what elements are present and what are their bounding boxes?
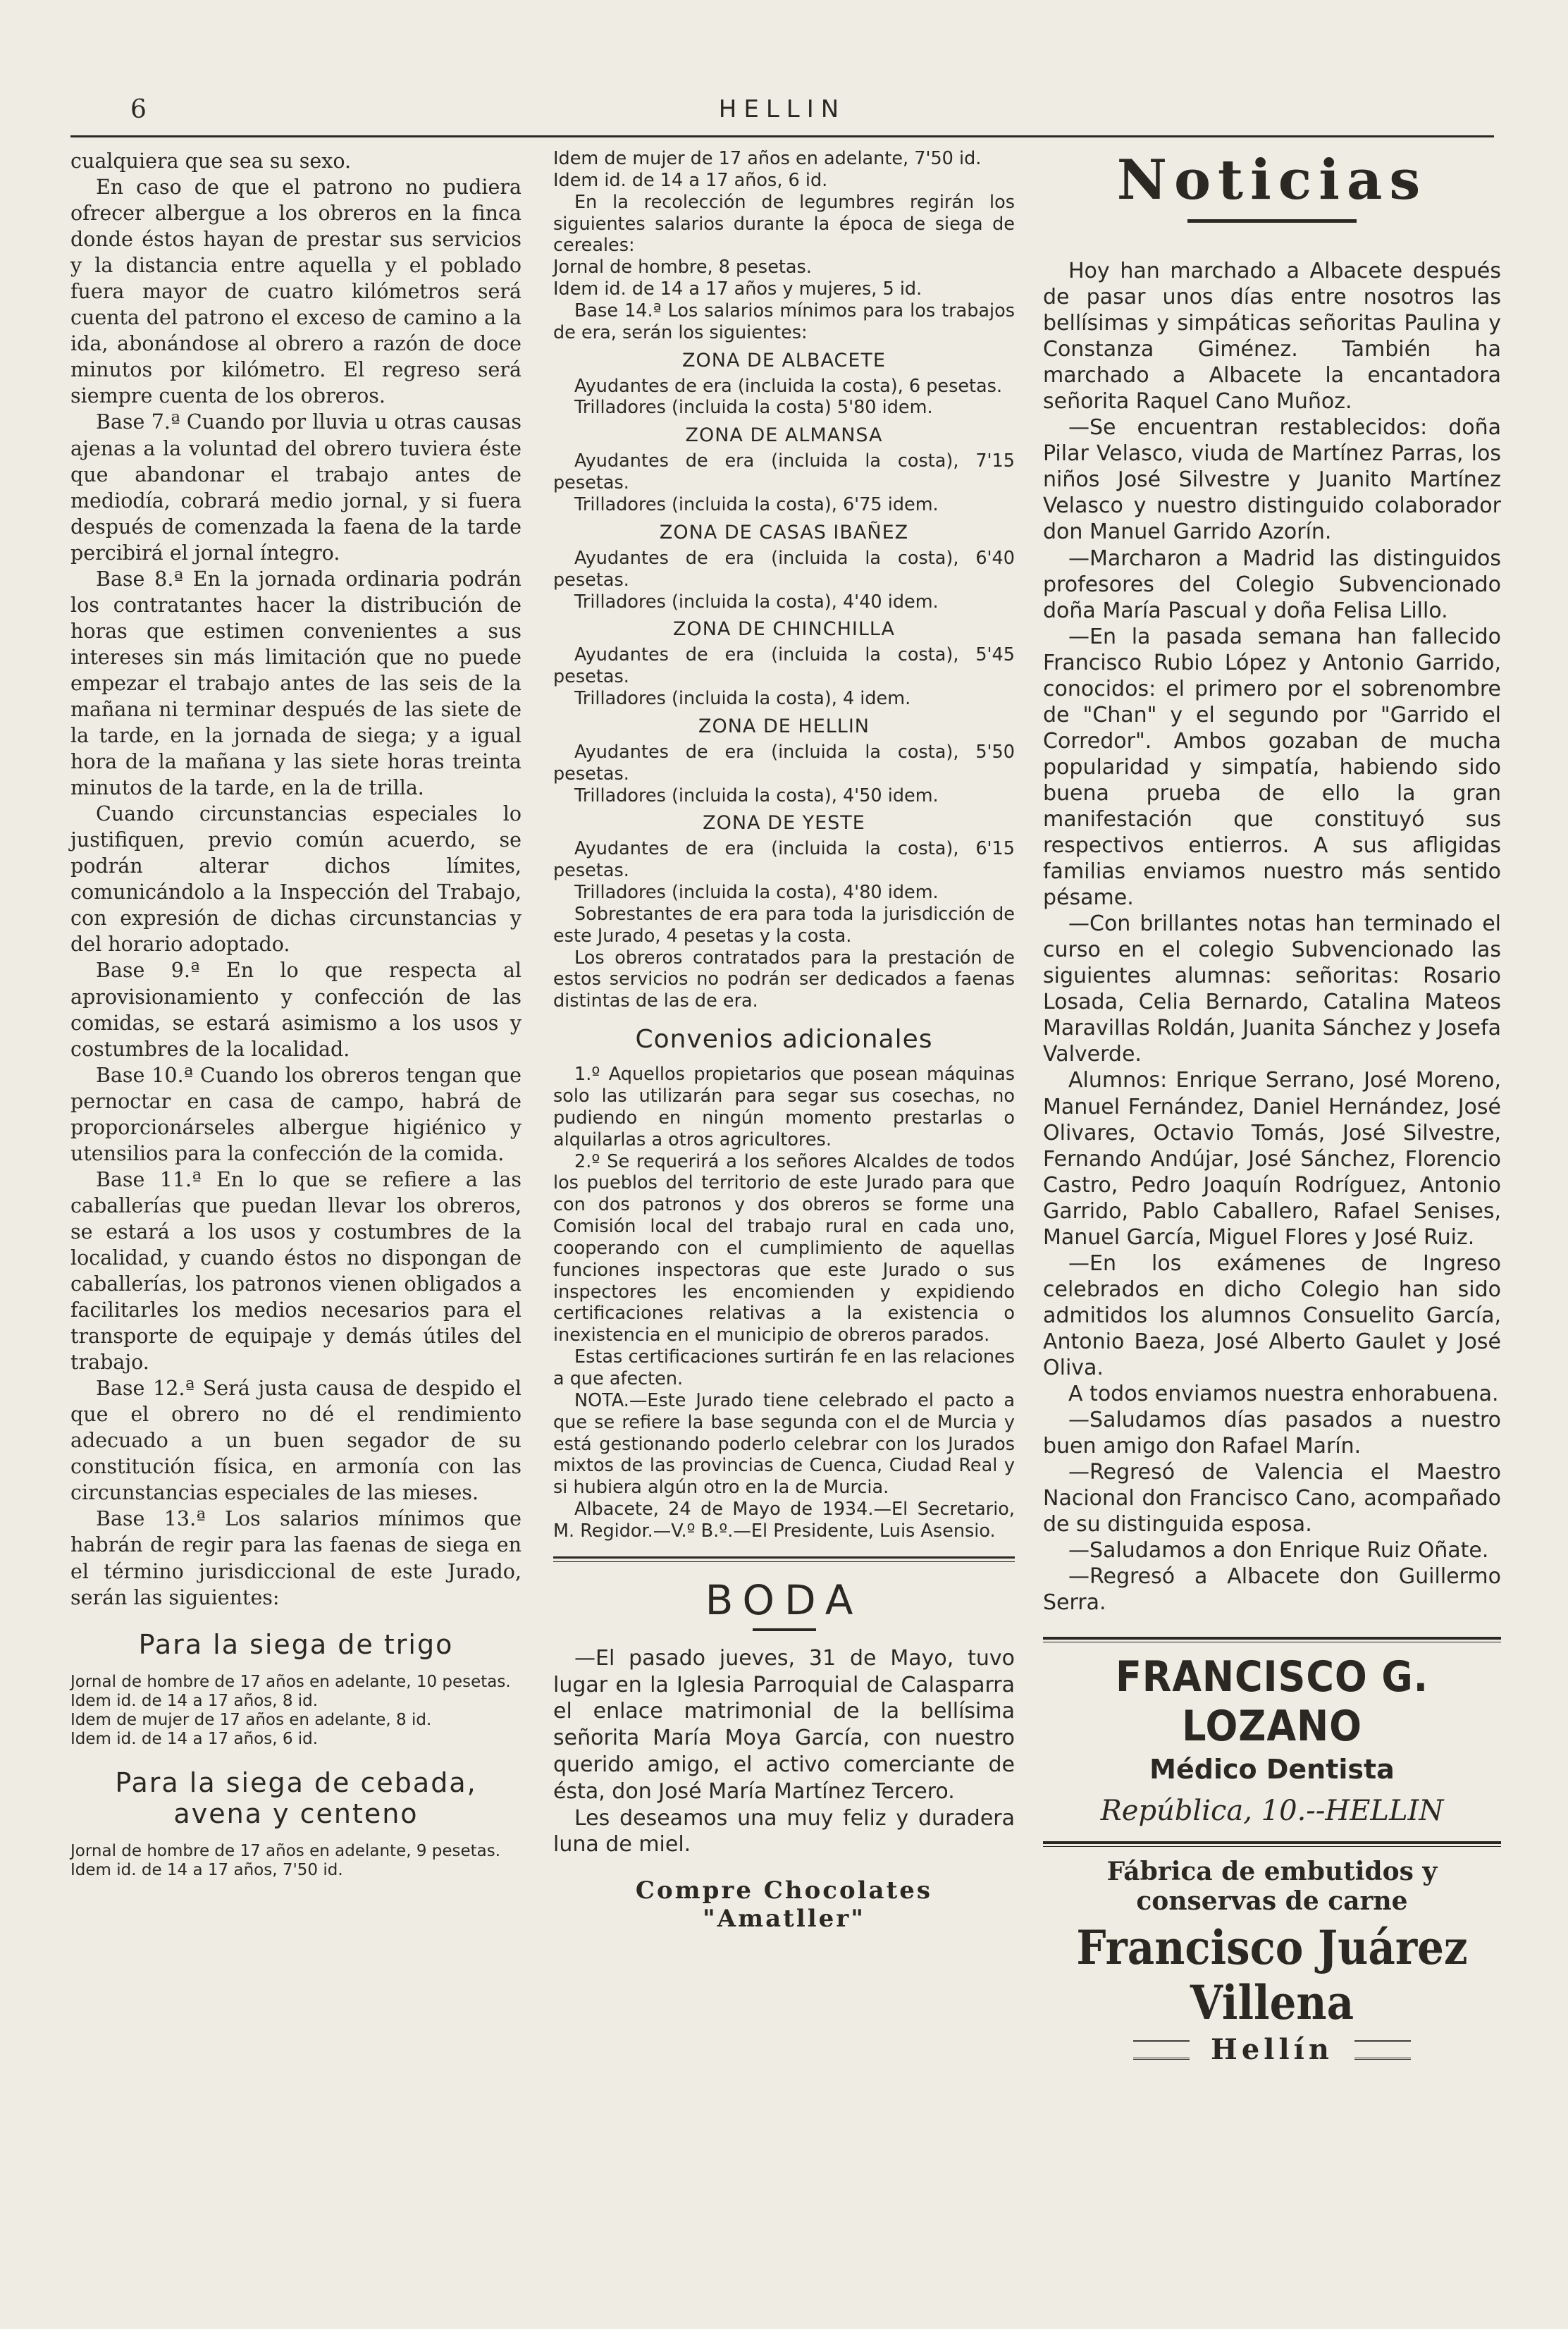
wage-line: Idem id. de 14 a 17 años, 6 id. xyxy=(70,1730,319,1748)
news-item: Alumnos: Enrique Serrano, José Moreno, Manuel Fernández, Daniel Hernández, José Olivares, Octavio Tomás, José Silvestre, Fernando Andújar, José Sánchez, Florencio Castro, Pedro Joaquín Rodríguez, Antonio Garrido, Pablo Caballero, Rafael Senises, Manuel García, Miguel Flores y José Ruiz. xyxy=(1043,1068,1501,1250)
paragraph-base-10: Base 10.ª Cuando los obreros tengan que pernoctar en casa de campo, habrá de proporcionárseles albergue higiénico y utensilios para la confección de la comida. xyxy=(70,1063,521,1165)
paragraph: Sobrestantes de era para toda la jurisdicción de este Jurado, 4 pesetas y la costa. xyxy=(553,903,1015,947)
paragraph: 2.º Se requerirá a los señores Alcaldes de todos los pueblos del territorio de este Jurado para que con dos patronos y dos obreros se forme una Comisión local del trabajo rural en cada uno, cooperando con el cumplimiento de aquellas funciones inspectoras que este Jurado o sus inspectores les encomienden y expidiendo certificaciones relativas a la existencia o inexistencia en el municipio de obreros parados. xyxy=(553,1150,1015,1346)
news-item: —Con brillantes notas han terminado el curso en el colegio Subvencionado las siguientes alumnas: señoritas: Rosario Losada, Celia Bernardo, Catalina Mateos Maravillas Roldán, Juanita Sánchez y Josefa Valverde. xyxy=(1043,911,1501,1067)
wage-line: Jornal de hombre, 8 pesetas. xyxy=(553,257,812,278)
convenios-heading: Convenios adicionales xyxy=(635,1025,933,1055)
news-item: Hoy han marchado a Albacete después de pasar unos días entre nosotros las bellísimas y simpáticas señoritas Paulina y Constanza Giménez. También ha marchado a Albacete la encantadora señorita Raquel Cano Muñoz. xyxy=(1043,259,1501,414)
column-wages-boda xyxy=(553,148,1015,1933)
paragraph: —El pasado jueves, 31 de Mayo, tuvo lugar en la Iglesia Parroquial de Calasparra el enlace matrimonial de la bellísima señorita María Moya García, con nuestro querido amigo, el activo comerciante de ésta, don José María Martínez Tercero. xyxy=(553,1645,1015,1804)
paragraph: Estas certificaciones surtirán fe en las relaciones a que afecten. xyxy=(553,1346,1015,1389)
paragraph-base-12: Base 12.ª Será justa causa de despido el que el obrero no dé el rendimiento adecuado a un buen segador de su constitución física, en armonía con las circunstancias especiales de las mieses. xyxy=(70,1377,521,1505)
news-item: —En los exámenes de Ingreso celebrados en dicho Colegio han sido admitidos los alumnos Consuelito García, Antonio Baeza, José Alberto Gaulet y José Oliva. xyxy=(1043,1250,1501,1380)
paragraph-base-11: Base 11.ª En lo que se refiere a las caballerías que puedan llevar los obreros, se estará a los usos y costumbres de la localidad, y cuando éstos no dispongan de caballerías, los patronos vienen obligados a facilitarles los medios necesarios para el transporte de equipaje y demás útiles del trabajo. xyxy=(70,1167,521,1375)
zone-block xyxy=(553,424,1015,516)
zone-line: Ayudantes de era (incluida la costa), 6'15 pesetas. xyxy=(553,838,1015,882)
paragraph: Les deseamos una muy feliz y duradera luna de miel. xyxy=(553,1805,1015,1857)
page-header xyxy=(70,95,1494,134)
wage-line: Idem id. de 14 a 17 años y mujeres, 5 id. xyxy=(553,278,922,300)
paragraph-base-7: Base 7.ª Cuando por lluvia u otras causas ajenas a la voluntad del obrero tuviera éste que abandonar el trabajo antes de mediodía, cobrará medio jornal, y si fuera después de comenzada la faena de la tarde percibirá el jornal íntegro. xyxy=(70,410,521,565)
zone-block xyxy=(553,618,1015,710)
zone-block xyxy=(553,715,1015,807)
zone-heading: ZONA DE YESTE xyxy=(703,812,865,835)
wage-line: Idem id. de 14 a 17 años, 6 id. xyxy=(553,169,828,191)
paragraph: 1.º Aquellos propietarios que posean máquinas solo las utilizarán para segar sus cosechas, no pudiendo en ningún momento prestarlas o alquilarlas a otros agricultores. xyxy=(553,1064,1015,1150)
paragraph-base-9: Base 9.ª En lo que respecta al aprovisionamiento y confección de las comidas, se estará asimismo a los usos y costumbres de la localidad. xyxy=(70,959,521,1061)
wage-line: Idem de mujer de 17 años en adelante, 7'50 id. xyxy=(553,148,982,169)
paragraph: cualquiera que sea su sexo. xyxy=(70,149,352,173)
section-rule xyxy=(553,1556,1015,1562)
news-item: —Regresó de Valencia el Maestro Nacional don Francisco Cano, acompañado de su distinguida esposa. xyxy=(1043,1460,1501,1537)
paragraph-base-13: Base 13.ª Los salarios mínimos que habrán de regir para las faenas de siega en el término jurisdiccional de este Jurado, serán las siguientes: xyxy=(70,1507,521,1609)
ad-rule xyxy=(1043,1841,1501,1847)
news-item: —Saludamos días pasados a nuestro buen amigo don Rafael Marín. xyxy=(1043,1408,1501,1459)
zone-line: Ayudantes de era (incluida la costa), 6 pesetas. xyxy=(574,375,1003,397)
zone-block xyxy=(553,350,1015,419)
zone-heading: ZONA DE HELLIN xyxy=(698,715,870,737)
zone-line: Trilladores (incluida la costa), 6'75 idem. xyxy=(574,493,939,515)
factory-ad xyxy=(1043,1857,1501,2066)
wage-line: Idem id. de 14 a 17 años, 8 id. xyxy=(70,1691,319,1710)
page-number: 6 xyxy=(130,95,147,124)
zone-line: Ayudantes de era (incluida la costa), 5'45 pesetas. xyxy=(553,644,1015,688)
paragraph-base-14: Base 14.ª Los salarios mínimos para los trabajos de era, serán los siguientes: xyxy=(553,300,1015,343)
zone-line: Trilladores (incluida la costa), 4'50 idem. xyxy=(574,785,939,806)
zone-heading: ZONA DE ALBACETE xyxy=(682,349,886,371)
zone-line: Ayudantes de era (incluida la costa), 7'15 pesetas. xyxy=(553,450,1015,494)
paragraph-signature: Albacete, 24 de Mayo de 1934.—El Secretario, M. Regidor.—V.º B.º.—El Presidente, Luis Asensio. xyxy=(553,1499,1015,1542)
news-item: —Saludamos a don Enrique Ruiz Oñate. xyxy=(1068,1538,1489,1563)
news-item: —Marcharon a Madrid las distinguidos profesores del Colegio Subvencionado doña María Pascual y doña Felisa Lillo. xyxy=(1043,546,1501,623)
wage-list-trigo xyxy=(70,1673,521,1750)
wage-line: Idem id. de 14 a 17 años, 7'50 id. xyxy=(70,1861,343,1880)
zone-block xyxy=(553,522,1015,613)
ad-rule xyxy=(1043,1637,1501,1642)
running-title: HELLIN xyxy=(718,95,846,123)
factory-place-row xyxy=(1043,2033,1501,2066)
paragraph: Los obreros contratados para la prestación de estos servicios no podrán ser dedicados a faenas distintas de las de era. xyxy=(553,947,1015,1012)
factory-place: Hellín xyxy=(1211,2033,1333,2067)
dentist-name: FRANCISCO G. LOZANO xyxy=(1115,1652,1429,1752)
paragraph: En caso de que el patrono no pudiera ofrecer albergue a los obreros en la finca donde éstos hayan de prestar sus servicios y la distancia entre aquella y el poblado fuera mayor de cuatro kilómetros será cuenta del patrono el exceso de camino a la ida, abonándose al obrero a razón de doce minutos por kilómetro. El regreso será siempre cuenta de los obreros. xyxy=(70,176,521,408)
chocolates-ad: Compre Chocolates "Amatller" xyxy=(635,1876,933,1934)
paragraph: En la recolección de legumbres regirán los siguientes salarios durante la época de siega de cereales: xyxy=(553,191,1015,257)
noticias-heading: Noticias xyxy=(1116,148,1428,212)
news-item: A todos enviamos nuestra enhorabuena. xyxy=(1068,1382,1499,1407)
header-rule xyxy=(70,135,1494,137)
wage-line: Idem de mujer de 17 años en adelante, 8 id. xyxy=(70,1710,432,1729)
zone-line: Trilladores (incluida la costa), 4 idem. xyxy=(574,688,911,710)
zone-heading: ZONA DE CHINCHILLA xyxy=(672,618,896,641)
factory-owner: Francisco Juárez Villena xyxy=(1076,1920,1468,2031)
dentist-address: República, 10.--HELLIN xyxy=(1100,1795,1444,1828)
wage-list-cebada xyxy=(70,1842,521,1880)
zone-heading: ZONA DE CASAS IBAÑEZ xyxy=(659,521,909,543)
zone-line: Trilladores (incluida la costa), 4'40 idem. xyxy=(574,591,939,613)
paragraph-base-8: Base 8.ª En la jornada ordinaria podrán los contratantes hacer la distribución de horas que estimen convenientes a sus intereses sin más limitación que no puede empezar el trabajo antes de las seis de la mañana ni terminar después de las siete de la tarde, en la jornada de siega; y a igual hora de la mañana y las siete horas treinta minutos de la tarde, en la de trilla. xyxy=(70,567,521,800)
ornament-icon xyxy=(1133,2040,1190,2060)
news-item: —Regresó a Albacete don Guillermo Serra. xyxy=(1043,1564,1501,1616)
column-noticias xyxy=(1043,148,1501,2066)
zone-heading: ZONA DE ALMANSA xyxy=(685,424,883,447)
boda-heading: BODA xyxy=(705,1575,863,1624)
column-labor-bases xyxy=(70,148,521,1880)
dentist-profession: Médico Dentista xyxy=(1149,1754,1395,1786)
heading-rule xyxy=(1187,219,1357,223)
zone-line: Ayudantes de era (incluida la costa), 6'40 pesetas. xyxy=(553,547,1015,591)
zone-block xyxy=(553,812,1015,904)
wage-line: Jornal de hombre de 17 años en adelante, 10 pesetas. xyxy=(70,1672,511,1691)
zone-line: Ayudantes de era (incluida la costa), 5'50 pesetas. xyxy=(553,741,1015,785)
subheading-cebada: Para la siega de cebada, avena y centeno xyxy=(115,1767,477,1830)
dentist-ad xyxy=(1043,1637,1501,1847)
ornament-rule xyxy=(753,1628,816,1631)
boda-article xyxy=(553,1645,1015,1858)
paragraph-nota: NOTA.—Este Jurado tiene celebrado el pacto a que se refiere la base segunda con el de Murcia y está gestionando poderlo celebrar con los Jurados mixtos de las provincias de Cuenca, Ciudad Real y si hubiera algún otro en la de Murcia. xyxy=(553,1389,1015,1499)
ornament-icon xyxy=(1354,2040,1411,2060)
zone-line: Trilladores (incluida la costa), 4'80 idem. xyxy=(574,882,939,904)
subheading-trigo: Para la siega de trigo xyxy=(138,1628,454,1660)
wage-line: Jornal de hombre de 17 años en adelante, 9 pesetas. xyxy=(70,1842,501,1861)
factory-line: Fábrica de embutidos y conservas de carne xyxy=(1106,1857,1438,1917)
news-item: —En la pasada semana han fallecido Francisco Rubio López y Antonio Garrido, conocidos: el primero por el sobrenombre de "Chan" y el segundo por "Garrido el Corredor". Ambos gozaban de mucha popularidad y simpatía, habiendo sido buena prueba de ello la gran manifestación que constituyó sus respectivos entierros. A sus afligidas familias enviamos nuestro más sentido pésame. xyxy=(1043,624,1501,911)
paragraph: Cuando circunstancias especiales lo justifiquen, previo común acuerdo, se podrán alterar dichos límites, comunicándolo a la Inspección del Trabajo, con expresión de dichas circunstancias y del horario adoptado. xyxy=(70,802,521,957)
news-item: —Se encuentran restablecidos: doña Pilar Velasco, viuda de Martínez Parras, los niños José Silvestre y Juanito Martínez Velasco y nuestro distinguido colaborador don Manuel Garrido Azorín. xyxy=(1043,415,1501,545)
zone-line: Trilladores (incluida la costa) 5'80 idem. xyxy=(574,397,933,419)
